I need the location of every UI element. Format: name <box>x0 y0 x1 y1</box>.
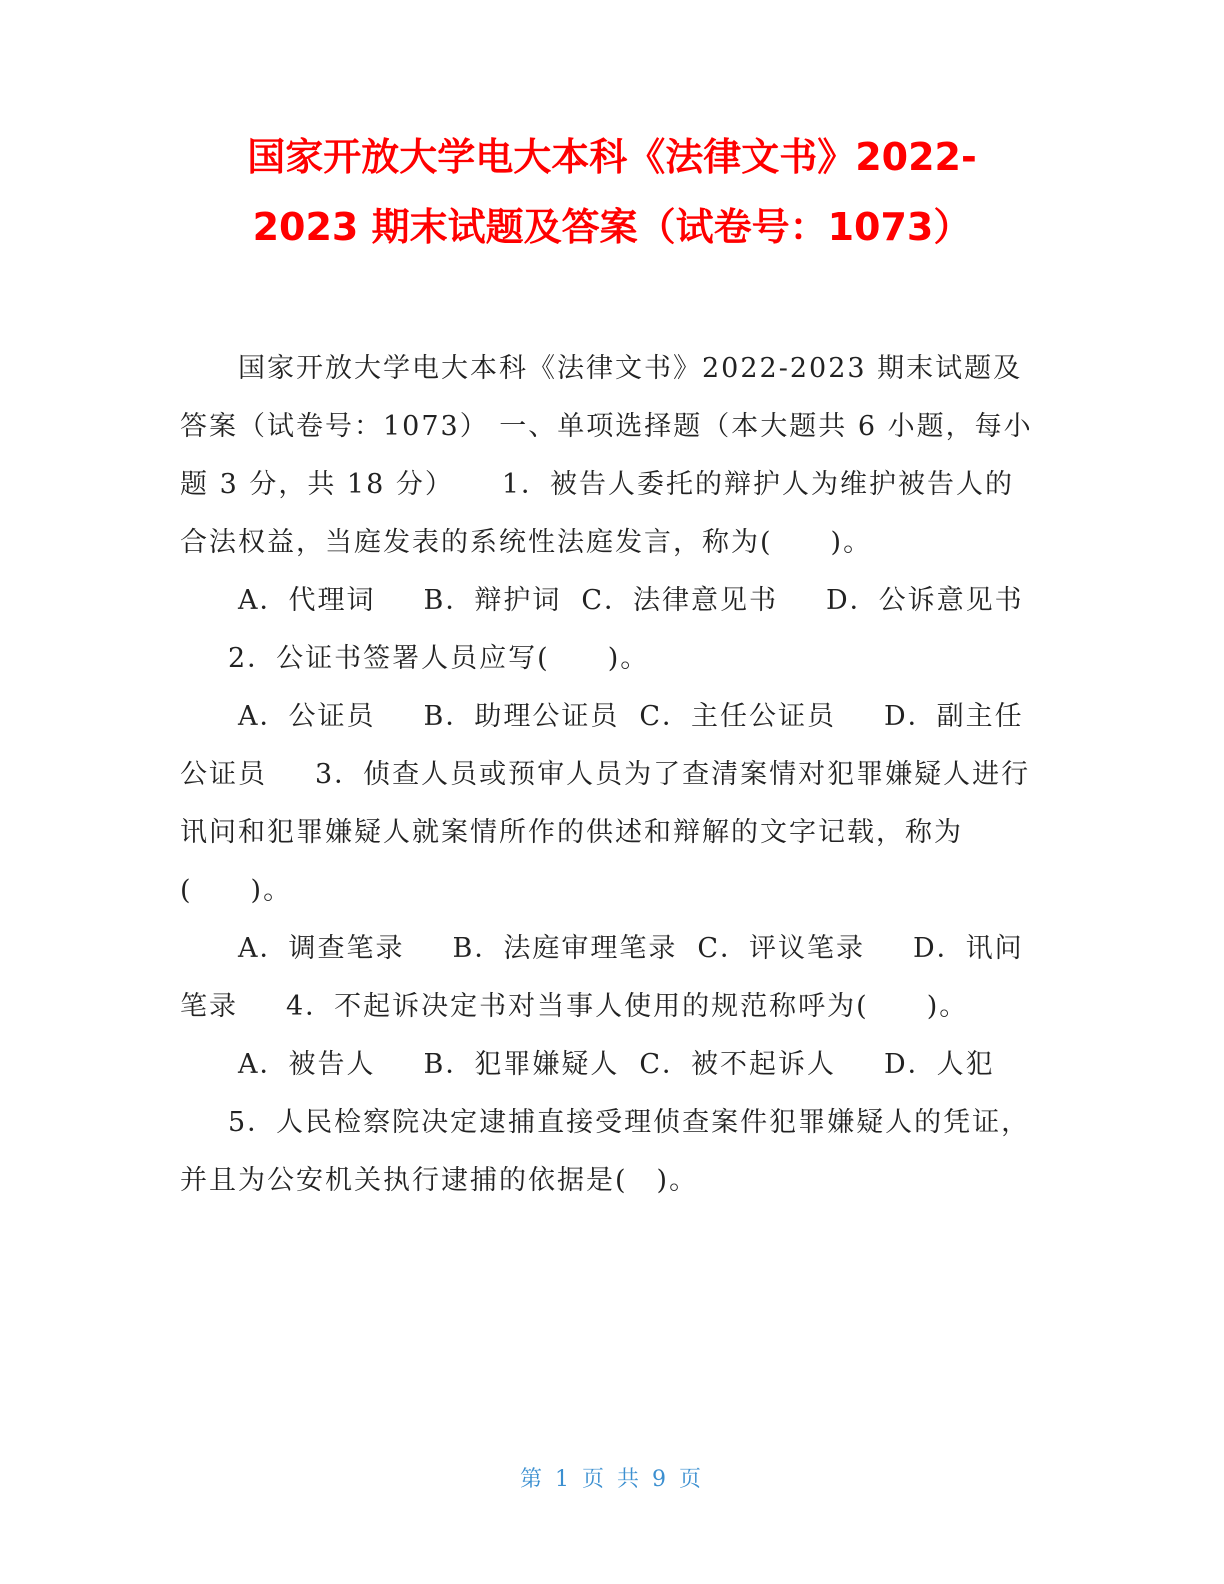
q3-option-d: D．讯问笔录 <box>180 933 1024 1022</box>
document-body <box>180 340 1040 1210</box>
document-title <box>150 122 1074 262</box>
q4-option-a: A．被告人 <box>238 1049 376 1080</box>
question-1-stem: 1．被告人委托的辩护人为维护被告人的合法权益，当庭发表的系统性法庭发言，称为( )。 <box>180 469 1015 558</box>
title-line-1: 国家开放大学电大本科《法律文书》2022- <box>247 135 977 179</box>
intro-paragraph <box>180 340 1040 572</box>
question-1-options <box>180 572 1040 688</box>
q1-option-b: B．辩护词 <box>423 585 562 616</box>
q3-option-b: B．法庭审理笔录 <box>452 933 678 964</box>
question-2-stem: 2．公证书签署人员应写( )。 <box>228 643 650 674</box>
question-4-options <box>180 1036 1040 1210</box>
question-3-stem: 3．侦查人员或预审人员为了查清案情对犯罪嫌疑人进行讯问和犯罪嫌疑人就案情所作的供述和辩解的文字记载，称为( )。 <box>180 759 1031 906</box>
intro-text: 国家开放大学电大本科《法律文书》2022-2023 期末试题及答案（试卷号：1073） 一、单项选择题（本大题共 6 小题，每小题 3 分，共 18 分） <box>180 353 1033 500</box>
title-line-2: 2023 期末试题及答案（试卷号：1073） <box>252 205 972 249</box>
q1-option-c: C．法律意见书 <box>581 585 779 616</box>
q1-option-a: A．代理词 <box>238 585 376 616</box>
q4-option-c: C．被不起诉人 <box>639 1049 837 1080</box>
page-footer: 第 1 页 共 9 页 <box>520 1467 704 1492</box>
q4-option-b: B．犯罪嫌疑人 <box>423 1049 620 1080</box>
q4-option-d: D．人犯 <box>884 1049 995 1080</box>
q2-option-a: A．公证员 <box>238 701 376 732</box>
q2-option-b: B．助理公证员 <box>423 701 620 732</box>
question-5-stem: 5．人民检察院决定逮捕直接受理侦查案件犯罪嫌疑人的凭证，并且为公安机关执行逮捕的依据是( )。 <box>180 1107 1031 1196</box>
question-4-stem: 4．不起诉决定书对当事人使用的规范称呼为( )。 <box>286 991 969 1022</box>
q3-option-a: A．调查笔录 <box>238 933 405 964</box>
q1-option-d: D．公诉意见书 <box>826 585 1024 616</box>
question-2-options <box>180 688 1040 920</box>
question-3-options <box>180 920 1040 1036</box>
q2-option-d: D．副主任公证员 <box>180 701 1024 790</box>
q2-option-c: C．主任公证员 <box>639 701 837 732</box>
q3-option-c: C．评议笔录 <box>697 933 866 964</box>
